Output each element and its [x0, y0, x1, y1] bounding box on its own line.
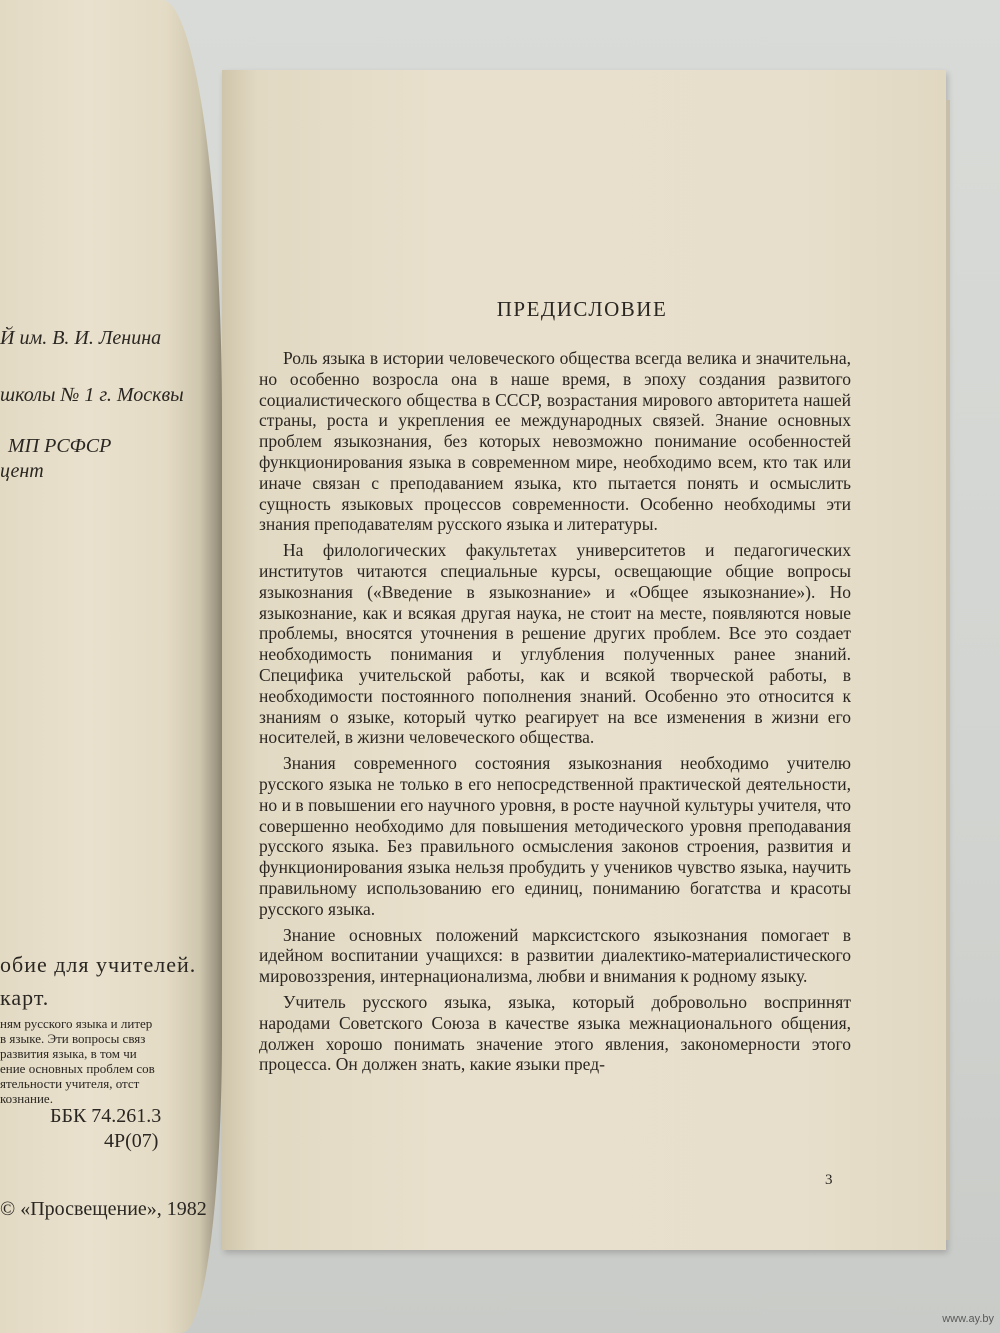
paragraph-2: На филологических факультетах университетов и педагогических институтов читаются специальные курсы, освещающие общие вопросы языкознания («Введение в языкознание» и «Общее языкознание»). Но языкознание, как и всякая другая наука, не стоит на месте, появляются новые проблемы, вносятся уточнения в решение других проблем. Все это создает необходимость понимания и углубления полученных ранее знаний. Специфика учительской работы, как и всякой творческой работы, в необходимости постоянного пополнения знаний. Особенно это относится к знаниям о языке, который чутко реагирует на все изменения в жизни его носителей, в жизни человеческого общества.: [259, 540, 851, 748]
left-line-abstract-4: ение основных проблем сов: [0, 1061, 155, 1076]
left-line-annotation-sub: карт.: [0, 985, 50, 1010]
page-number: 3: [825, 1172, 833, 1188]
watermark: www.ay.by: [942, 1313, 994, 1325]
left-line-copyright: © «Просвещение», 1982: [0, 1198, 207, 1220]
left-line-udc: 4Р(07): [104, 1130, 159, 1152]
paragraph-1: Роль языка в истории человеческого общества всегда велика и значительна, но особенно возросла она в наше время, в эпоху создания развитого социалистического общества в СССР, возрастания мирового авторитета нашей страны, роста и укрепления ее международных связей. Знание основных проблем языкознания, без которых невозможно понимание особенностей функционирования языка в современном мире, необходимо всем, кто так или иначе связан с преподаванием языка, кто пытается понять и осмыслить сущность языковых процессов современности. Особенно необходимы эти знания преподавателям русского языка и литературы.: [259, 348, 851, 535]
right-page: [222, 70, 946, 1250]
left-line-school: школы № 1 г. Москвы: [0, 384, 184, 406]
left-line-abstract-3: развития языка, в том чи: [0, 1046, 137, 1061]
left-line-abstract-2: в языке. Эти вопросы связ: [0, 1031, 146, 1046]
paragraph-4: Знание основных положений марксистского языкознания помогает в идейном воспитании учащихся: в развитии диалектико-материалистического мировоззрения, интернационализма, любви и внимания к родному языку.: [259, 924, 851, 987]
left-line-abstract-1: ням русского языка и литер: [0, 1016, 153, 1031]
page-heading: ПРЕДИСЛОВИЕ: [496, 297, 668, 321]
left-line-ministry: МП РСФСР: [8, 435, 112, 457]
left-line-docent: цент: [0, 460, 44, 482]
left-page: [0, 0, 222, 1333]
page-body: [259, 348, 851, 1075]
left-line-abstract-5: ятельности учителя, отст: [0, 1076, 140, 1091]
left-line-abstract-6: кознание.: [0, 1091, 53, 1106]
left-line-bbk: ББК 74.261.3: [50, 1105, 162, 1127]
paragraph-5: Учитель русского языка, языка, который добровольно восприннят народами Советского Союза в качестве языка межнационального общения, должен хорошо понимать значение этого явления, закономерности этого процесса. Он должен знать, какие языки пред-: [259, 991, 851, 1075]
left-line-institute: Й им. В. И. Ленина: [0, 327, 162, 349]
paragraph-3: Знания современного состояния языкознания необходимо учителю русского языка не только в его непосредственной практической деятельности, но и в повышении его научного уровня, в росте научной культуры учителя, что совершенно необходимо для повышения методического уровня преподавания русского языка. Без правильного осмысления законов строения, развития и функционирования языка нельзя пробудить у учеников чувство языка, научить правильному использованию его единиц, пониманию богатства и красоты русского языка.: [259, 753, 851, 919]
left-line-annotation-title: обие для учителей.: [0, 952, 197, 977]
